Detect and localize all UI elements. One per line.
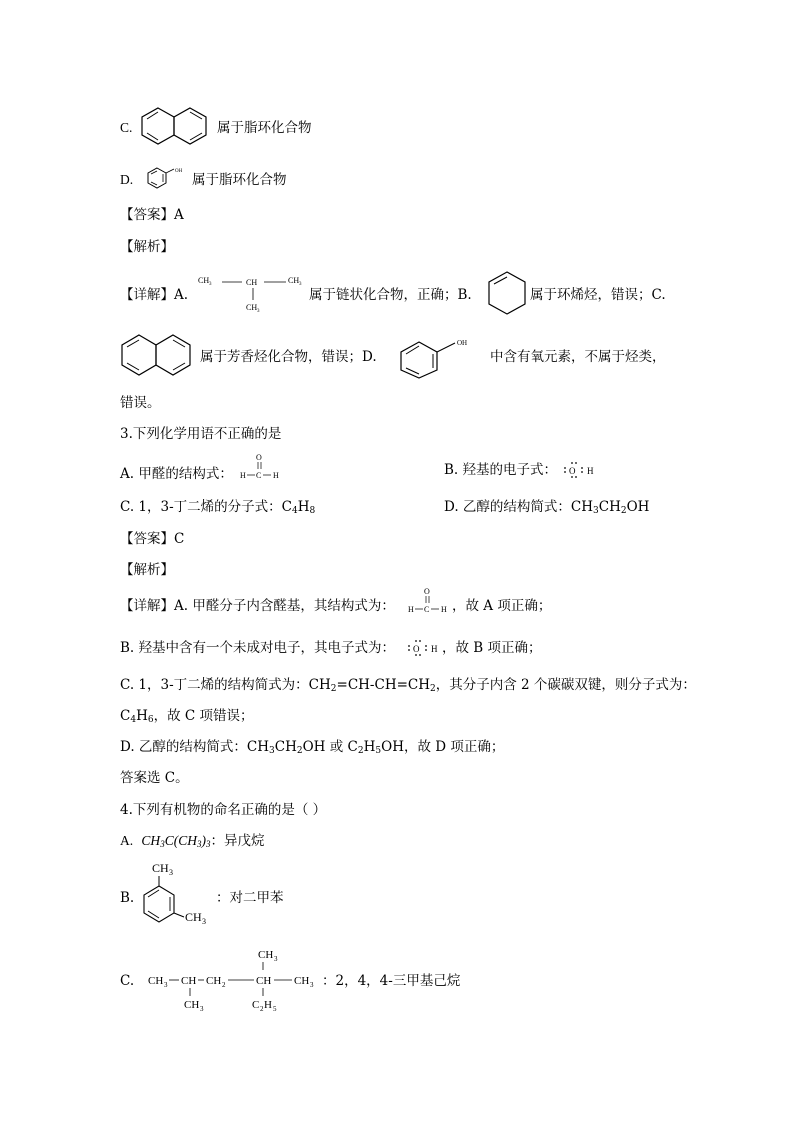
svg-text:C: C	[256, 471, 262, 480]
option-label: C.	[120, 120, 133, 135]
svg-text:CH: CH	[184, 999, 200, 1011]
svg-text:CH: CH	[246, 303, 258, 312]
detail-c-end: ，其分子内含 2 个碳碳双键，则分子式为：	[435, 677, 696, 693]
svg-text:O: O	[256, 453, 262, 462]
svg-text:C: C	[252, 999, 260, 1011]
q2-option-c	[120, 119, 132, 137]
option-a-name: ：异戊烷	[210, 833, 265, 849]
hydroxyl-electron-formula-icon	[406, 639, 446, 657]
svg-text:CH: CH	[148, 975, 164, 987]
q3-detail-c2: $C_4H_6$，故 C 项错误；	[120, 708, 254, 725]
option-d-text: D. 乙醇的结构简式：CH	[444, 499, 594, 515]
detail-d-text: D. 乙醇的结构简式：CH	[120, 739, 270, 755]
q3-stem: 3.下列化学用语不正确的是	[120, 426, 282, 442]
q3-detail-d: D. 乙醇的结构简式：$CH_3CH_2OH$ 或 $C_2H_5OH$，故 D 项正确；	[120, 739, 505, 756]
q2-analysis-heading: 【解析】	[120, 239, 174, 255]
q4-stem: 4.下列有机物的命名正确的是（ ）	[120, 802, 327, 818]
q3-answer: 【答案】C	[120, 531, 185, 547]
svg-text:3: 3	[310, 981, 314, 989]
q2-detail-a: 属于链状化合物，正确；B.	[309, 287, 472, 303]
detail-d-end: OH，故 D 项正确；	[381, 739, 505, 755]
q3-analysis-heading: 【解析】	[120, 562, 174, 578]
q4-option-a: A. $CH_3C(CH_3)_3$：异戊烷	[120, 833, 265, 849]
q3-choose: 答案选 C。	[120, 770, 189, 786]
q2-detail-end: 错误。	[120, 395, 161, 411]
svg-text:H: H	[587, 466, 594, 476]
m-xylene-structure-icon	[140, 858, 216, 930]
q4-option-c-label: C.	[120, 973, 135, 989]
svg-text:3: 3	[164, 981, 168, 989]
svg-text:CH: CH	[258, 949, 274, 961]
svg-text:O: O	[413, 644, 420, 654]
cyclohexene-structure-icon	[487, 270, 527, 318]
svg-text:3: 3	[202, 917, 206, 926]
q2-option-d	[120, 171, 133, 189]
svg-text:3: 3	[209, 282, 212, 287]
svg-text:CH: CH	[181, 975, 197, 987]
q3-option-c: C. 1，3-丁二烯的分子式：$C_4H_8$	[120, 499, 316, 516]
branched-alkane-structure-icon	[146, 944, 326, 1016]
svg-text:3: 3	[169, 868, 173, 877]
q3-detail-a-end: ，故 A 项正确；	[452, 598, 552, 614]
q2-detail-c: 属于芳香烃化合物，错误；D.	[200, 349, 377, 365]
naphthalene-structure-icon	[140, 106, 220, 150]
svg-text:O: O	[424, 587, 430, 596]
q3-option-b: B. 羟基的电子式：	[444, 462, 558, 478]
svg-text:3: 3	[257, 309, 260, 314]
detail-c2-text: ，故 C 项错误；	[153, 708, 254, 724]
svg-text:H: H	[264, 999, 272, 1011]
detail-d-mid: OH 或 C	[302, 739, 358, 755]
svg-text:CH: CH	[198, 276, 210, 285]
svg-text:2: 2	[222, 981, 226, 989]
phenol-structure-icon	[146, 166, 186, 194]
svg-text:CH: CH	[246, 278, 258, 287]
q4-option-b-label: B.	[120, 890, 135, 906]
q2-option-d-text: 属于脂环化合物	[192, 172, 287, 188]
option-label: D.	[120, 172, 134, 187]
q3-detail-b: B. 羟基中含有一个未成对电子，其电子式为：	[120, 640, 396, 656]
q4-option-c-name: ：2，4，4-三甲基己烷	[322, 973, 461, 989]
q3-option-a: A. 甲醛的结构式：	[120, 466, 233, 482]
svg-text:H: H	[441, 605, 447, 614]
svg-text:CH: CH	[185, 910, 202, 924]
formaldehyde-structure-icon	[406, 586, 452, 616]
svg-text:H: H	[240, 471, 246, 480]
svg-text:2: 2	[260, 1005, 264, 1013]
q2-detail-b: 属于环烯烃，错误；C.	[530, 287, 666, 303]
q2-answer: 【答案】A	[120, 207, 184, 223]
detail-c-mid: =CH-CH=CH	[336, 677, 431, 693]
q3-option-d: D. 乙醇的结构简式：$CH_3CH_2OH$	[444, 499, 650, 516]
q3-detail-c: C. 1，3-丁二烯的结构简式为：$CH_2=CH-CH=CH_2$，其分子内含 2 个碳碳双键，则分子式为：	[120, 677, 696, 694]
svg-text:CH: CH	[288, 276, 300, 285]
svg-text:3: 3	[200, 1005, 204, 1013]
q2-detail-d: 中含有氧元素，不属于烃类，	[490, 349, 666, 365]
svg-text:O: O	[569, 466, 576, 476]
phenol-structure-icon	[397, 336, 477, 380]
hydroxyl-electron-formula-icon	[562, 461, 602, 479]
oh-label: OH	[175, 169, 183, 174]
q2-detail-prefix: 【详解】A.	[120, 287, 189, 303]
q4-option-b-name: ：对二甲苯	[216, 890, 284, 906]
detail-c-text: C. 1，3-丁二烯的结构简式为：CH	[120, 677, 331, 693]
svg-text:CH: CH	[206, 975, 222, 987]
isobutane-structure-icon	[198, 272, 310, 316]
svg-text:3: 3	[274, 955, 278, 963]
q3-detail-b-end: ，故 B 项正确；	[442, 640, 542, 656]
svg-text:H: H	[408, 605, 414, 614]
q3-detail-a: 【详解】A. 甲醛分子内含醛基，其结构式为：	[120, 598, 395, 614]
svg-text:OH: OH	[457, 339, 468, 347]
formaldehyde-structure-icon	[238, 452, 284, 482]
svg-text:CH: CH	[294, 975, 310, 987]
option-c-text: C. 1，3-丁二烯的分子式：C	[120, 499, 292, 515]
option-label: A.	[120, 833, 134, 848]
svg-text:CH: CH	[256, 975, 272, 987]
svg-text:H: H	[431, 644, 438, 654]
svg-text:H: H	[273, 471, 279, 480]
svg-text:CH: CH	[152, 861, 169, 875]
svg-text:C: C	[424, 605, 430, 614]
naphthalene-structure-icon	[120, 333, 202, 379]
q2-option-c-text: 属于脂环化合物	[217, 120, 312, 136]
svg-text:5: 5	[273, 1005, 277, 1013]
svg-text:3: 3	[299, 282, 302, 287]
